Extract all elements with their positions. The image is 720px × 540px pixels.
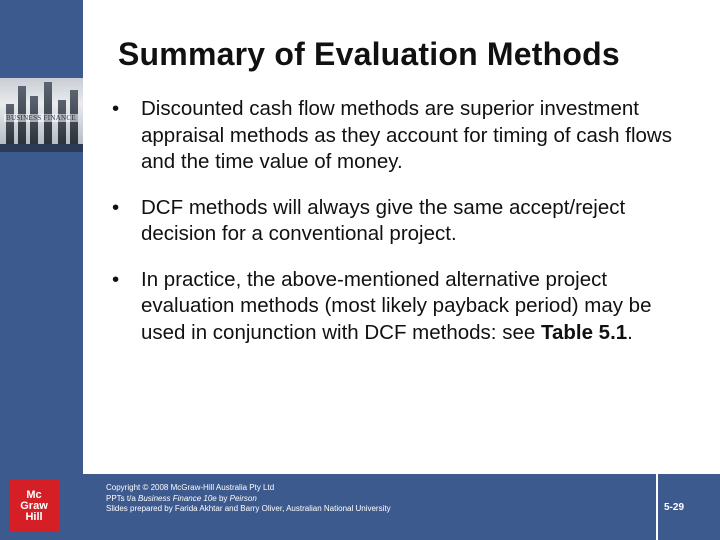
bullet-list [112, 96, 692, 365]
cover-title: BUSINESS FINANCE [6, 114, 76, 122]
bullet-item [112, 267, 692, 347]
bullet-text: Discounted cash flow methods are superior investment appraisal methods as they account for timing of cash flows and the time value of money. [141, 97, 672, 173]
bullet-marker: • [112, 97, 120, 120]
slide-title: Summary of Evaluation Methods [118, 36, 620, 72]
table-reference: Table 5.1 [540, 320, 628, 344]
footer-divider [656, 474, 658, 540]
bullet-text: DCF methods will always give the same accept/reject decision for a conventional project. [141, 195, 626, 245]
bullet-marker: • [112, 267, 120, 291]
mcgraw-hill-logo: Mc Graw Hill [9, 480, 59, 532]
book-cover-image [0, 78, 83, 152]
bullet-item [112, 96, 692, 176]
footer-copyright: Copyright © 2008 McGraw-Hill Australia Pty Ltd PPTs t/a Business Finance 10e by Peirson Slides prepared by Farida Akhtar and Barry Oliver, Australian National University [106, 483, 391, 513]
page-number: 5-29 [664, 502, 685, 513]
bullet-marker: • [112, 195, 120, 219]
bullet-item [112, 195, 692, 248]
bullet-text: In practice, the above-mentioned alternative project evaluation methods (most likely payback period) may be used in conjunction with DCF methods: see Table 5.1. [141, 267, 652, 344]
